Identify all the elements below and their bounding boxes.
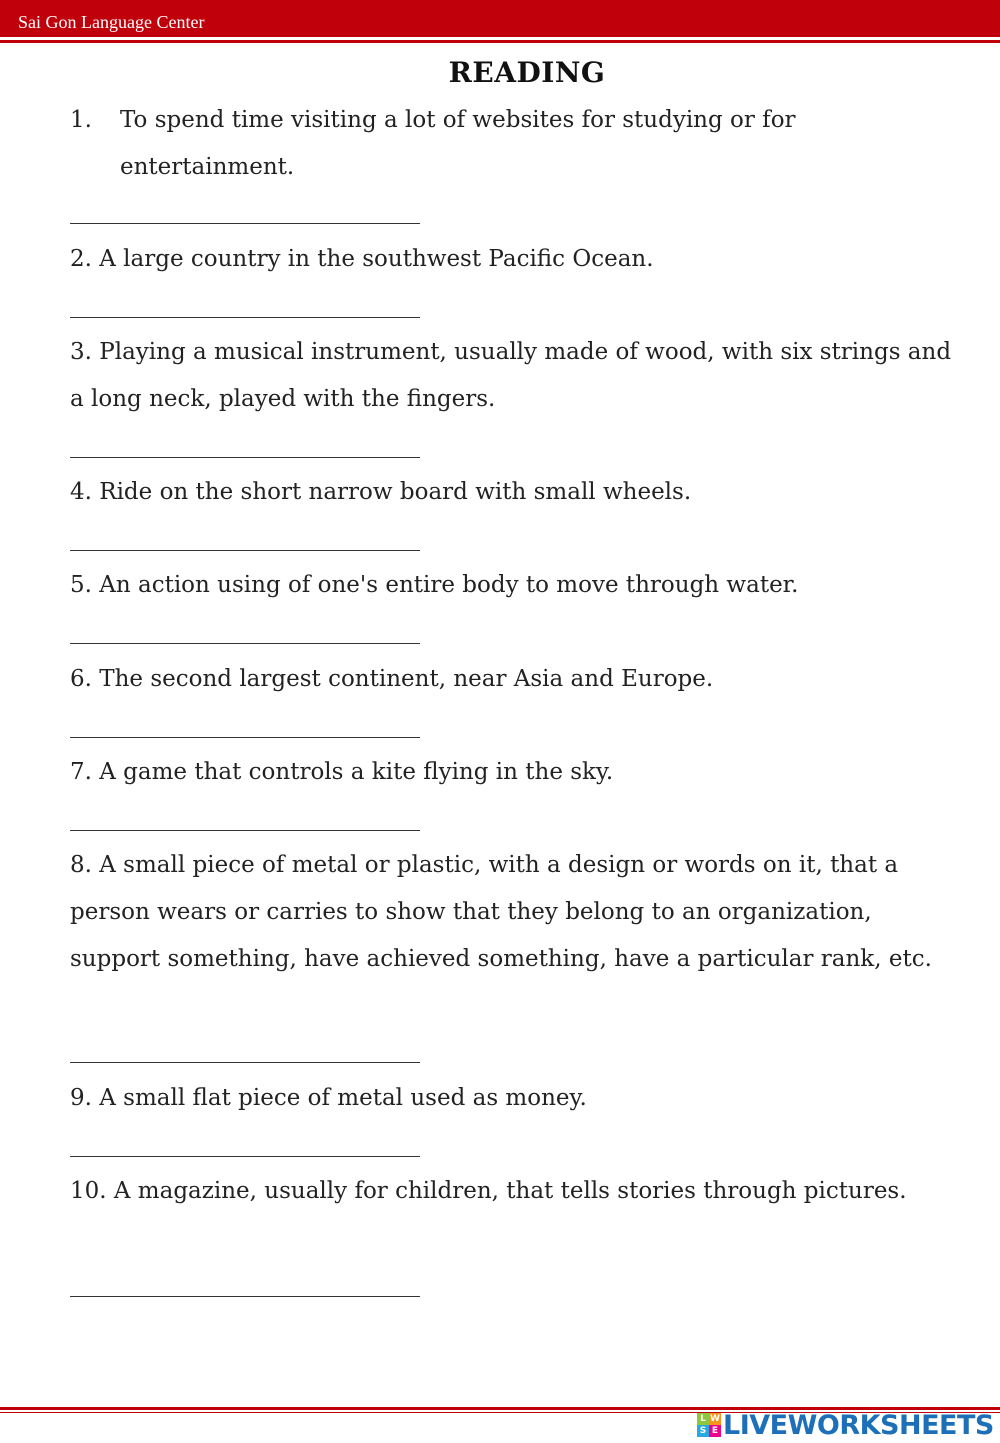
question-6: 6. The second largest continent, near Asia and Europe. [70,666,714,692]
question-1 [70,97,965,191]
center-name: Sai Gon Language Center [18,12,205,32]
question-7: 7. A game that controls a kite flying in the sky. [70,759,614,785]
question-9: 9. A small flat piece of metal used as money. [70,1085,587,1111]
answer-blank-7[interactable] [70,830,420,831]
question-1-number: 1. [70,107,92,133]
answer-blank-2[interactable] [70,317,420,318]
page-title: READING [448,56,606,89]
question-8: 8. A small piece of metal or plastic, with a design or words on it, that a person wears or carries to show that they belong to an organization, support something, have achieved something, have a particular rank, etc. [70,852,932,972]
question-1-text: To spend time visiting a lot of websites for studying or for entertainment. [120,107,796,180]
answer-blank-3[interactable] [70,457,420,458]
liveworksheets-logo-text: LIVEWORKSHEETS [723,1409,994,1441]
header-band [0,0,1000,37]
answer-blank-8[interactable] [70,1062,420,1063]
answer-blank-9[interactable] [70,1156,420,1157]
answer-blank-1[interactable] [70,223,420,224]
question-4: 4. Ride on the short narrow board with small wheels. [70,479,692,505]
answer-blank-6[interactable] [70,737,420,738]
answer-blank-10[interactable] [70,1296,420,1297]
question-5: 5. An action using of one's entire body to move through water. [70,572,799,598]
header-rule [0,40,1000,43]
liveworksheets-badge-icon: L W S E [697,1413,721,1437]
question-2: 2. A large country in the southwest Pacific Ocean. [70,246,654,272]
liveworksheets-logo [697,1411,994,1439]
answer-blank-5[interactable] [70,643,420,644]
question-10: 10. A magazine, usually for children, that tells stories through pictures. [70,1178,907,1204]
answer-blank-4[interactable] [70,550,420,551]
question-3: 3. Playing a musical instrument, usually made of wood, with six strings and a long neck, played with the fingers. [70,339,952,412]
